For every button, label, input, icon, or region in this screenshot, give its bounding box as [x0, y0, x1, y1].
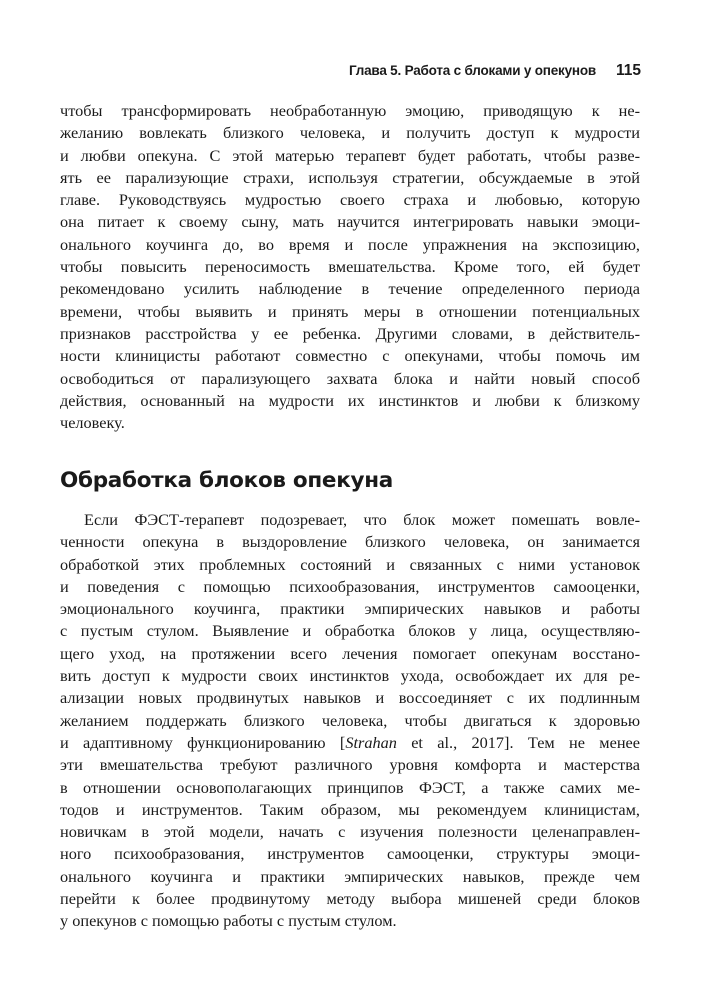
- text-line: эмоционального коучинга, практики эмпирических навыков и работы: [60, 599, 640, 619]
- text-line: ять ее парализующие страхи, используя стратегии, обсуждаемые в этой: [60, 167, 640, 187]
- text-line: ченности опекуна в выздоровление близкого человека, он занимается: [60, 532, 640, 552]
- text-line: Если ФЭСТ-терапевт подозревает, что блок может помешать вовле-: [84, 510, 640, 529]
- text-line: главе. Руководствуясь мудростью своего страха и любовью, которую: [60, 190, 640, 210]
- text-line: желанию вовлекать близкого человека, и получить доступ к мудрости: [60, 123, 640, 143]
- text-line: обработкой этих проблемных состояний и связанных с ними установок: [60, 554, 640, 574]
- section-heading: Обработка блоков опекуна: [60, 468, 393, 493]
- text-line: и любви опекуна. С этой матерью терапевт будет работать, чтобы разве-: [60, 145, 640, 165]
- text-line: эти вмешательства требуют различного уровня комфорта и мастерства: [60, 755, 640, 775]
- running-header: [60, 62, 641, 84]
- paragraph-continuation: [60, 100, 640, 434]
- text-line: у опекунов с помощью работы с пустым стулом.: [60, 911, 397, 931]
- text-line: вить доступ к мудрости своих инстинктов ухода, освобождает их для ре-: [60, 666, 640, 686]
- page-number: 115: [615, 62, 641, 79]
- text-line: она питает к своему сыну, мать научится интегрировать навыки эмоци-: [60, 212, 640, 232]
- text-line: человеку.: [60, 413, 125, 433]
- text-line: рекомендовано усилить наблюдение в течение определенного периода: [60, 279, 640, 299]
- citation-text-before: и адаптивному функционированию [: [60, 732, 346, 752]
- text-line: с пустым стулом. Выявление и обработка блоков у лица, осуществляю-: [60, 621, 640, 641]
- text-line: ного психообразования, инструментов самооценки, структуры эмоци-: [60, 844, 640, 864]
- text-line: освободиться от парализующего захвата блока и найти новый способ: [60, 368, 640, 388]
- text-line: признаков расстройства у ее ребенка. Другими словами, в действитель-: [60, 323, 640, 343]
- citation-text-after: et al., 2017]. Тем не менее: [396, 732, 640, 752]
- text-line: действия, основанный на мудрости их инстинктов и любви к близкому: [60, 390, 640, 410]
- text-line: щего уход, на протяжении всего лечения помогает опекунам восстано-: [60, 643, 640, 663]
- text-line: перейти к более продвинутому методу выбора мишеней среди блоков: [60, 889, 640, 909]
- text-line: чтобы повысить переносимость вмешательства. Кроме того, ей будет: [60, 257, 640, 277]
- text-line: чтобы трансформировать необработанную эмоцию, приводящую к не-: [60, 101, 640, 120]
- text-line: онального коучинга и практики эмпирических навыков, прежде чем: [60, 866, 640, 886]
- text-line: ализации новых продвинутых навыков и воссоединяет с их подлинным: [60, 688, 640, 708]
- text-line: в отношении основополагающих принципов ФЭСТ, а также самих ме-: [60, 777, 640, 797]
- text-line: желанием поддержать близкого человека, чтобы двигаться к здоровью: [60, 710, 640, 730]
- text-line: онального коучинга до, во время и после упражнения на экспозицию,: [60, 234, 640, 254]
- text-line: ности клиницисты работают совместно с опекунами, чтобы помочь им: [60, 346, 640, 366]
- text-line: и поведения с помощью психообразования, инструментов самооценки,: [60, 576, 640, 596]
- citation-author: Strahan: [345, 732, 397, 752]
- section-paragraph: [60, 509, 640, 933]
- text-line: новичкам в этой модели, начать с изучения полезности целенаправлен-: [60, 822, 640, 842]
- citation-line: [60, 732, 640, 754]
- text-line: тодов и инструментов. Таким образом, мы рекомендуем клиницистам,: [60, 799, 640, 819]
- text-line: времени, чтобы выявить и принять меры в отношении потенциальных: [60, 301, 640, 321]
- running-title: Глава 5. Работа с блоками у опекунов: [348, 63, 596, 78]
